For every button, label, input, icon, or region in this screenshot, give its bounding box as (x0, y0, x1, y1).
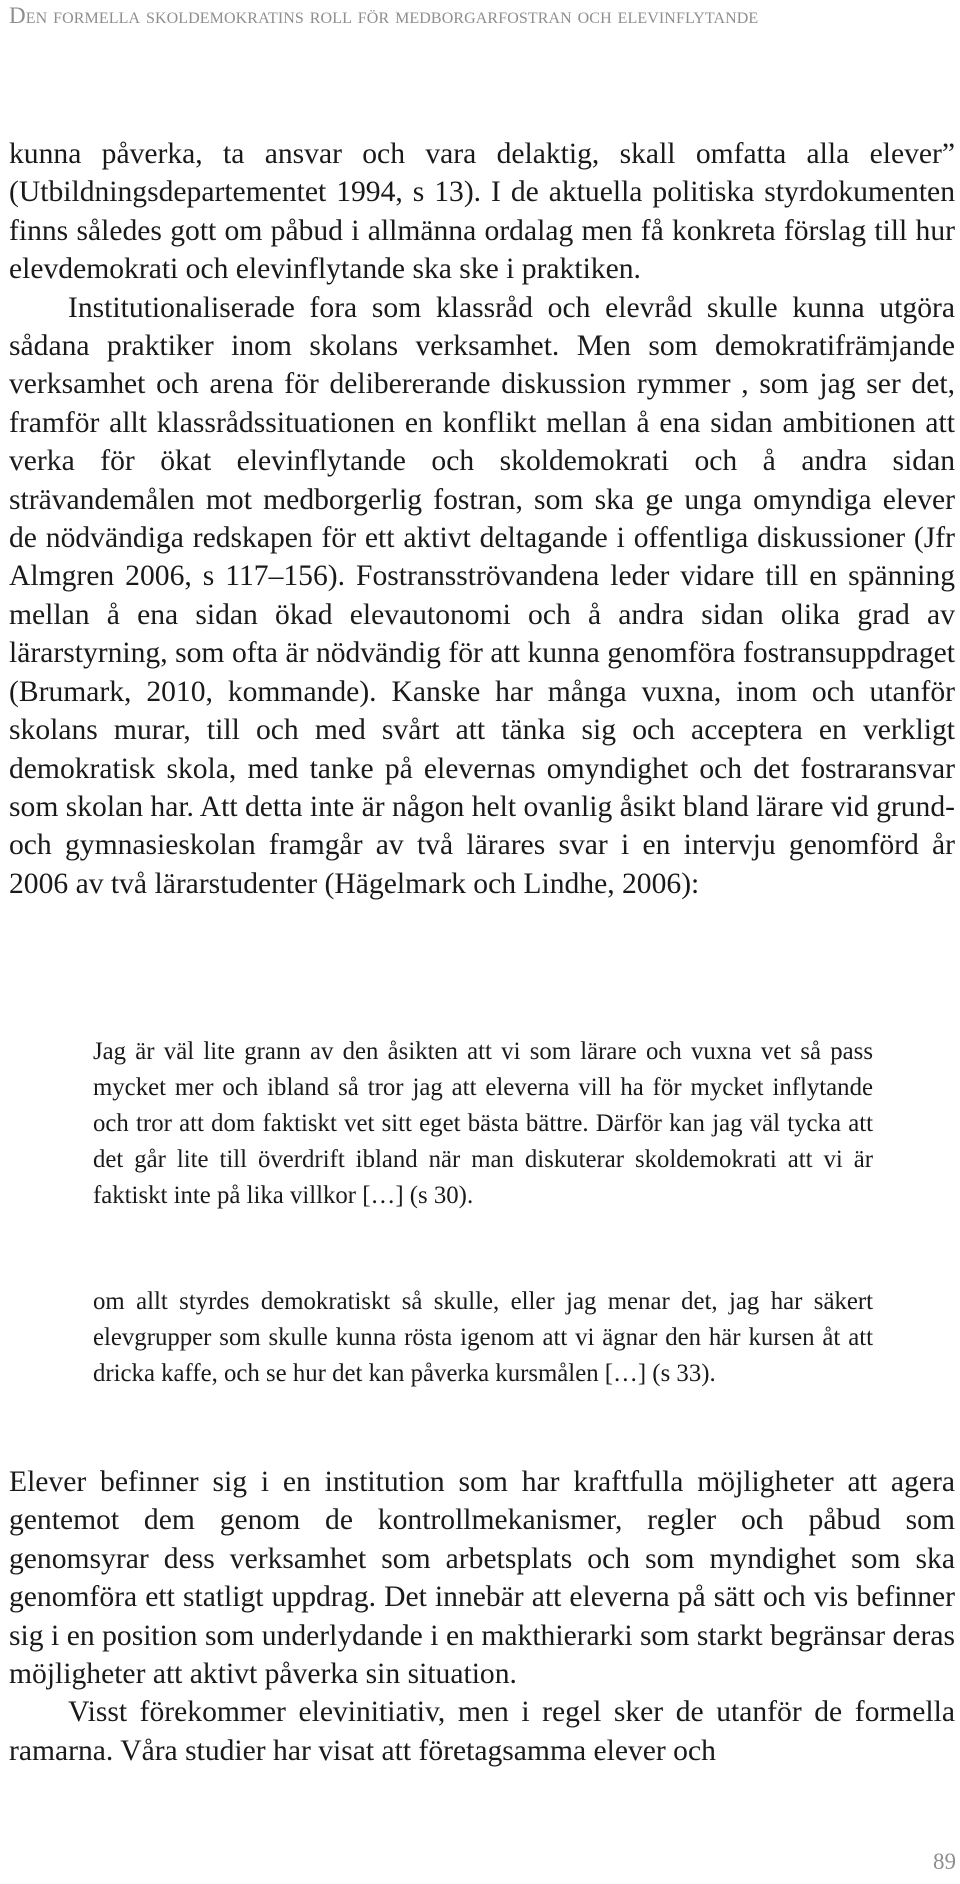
paragraph-visst-forekommer: Visst förekommer elevinitiativ, men i regel sker de utanför de formella ramarna. Våra studier har visat att företagsamma elever och (9, 1696, 955, 1767)
paragraph-elever-befinner: Elever befinner sig i en institution som har kraftfulla möjligheter att agera gentemot dem genom de kontrollmekanismer, regler och påbud som genomsyrar dess verksamhet som arbetsplats och som myndighet som ska genomföra ett statligt uppdrag. Det innebär att eleverna på sätt och vis befinner sig i en position som underlydande i en makthierarki som starkt begränsar deras möjligheter att aktivt påverka sin situation. (9, 1466, 955, 1691)
block-quote-2: om allt styrdes demokratiskt så skulle, eller jag menar det, jag har säkert elevgrupper som skulle kunna rösta igenom att vi ägnar den här kursen åt att dricka kaffe, och se hur det kan påverka kursmålen […] (s 33). (93, 1288, 873, 1387)
body-text-bottom (9, 1463, 955, 1770)
block-quote-1: Jag är väl lite grann av den åsikten att vi som lärare och vuxna vet så pass mycket mer och ibland så tror jag att eleverna vill ha för mycket inflytande och tror att dom faktiskt vet sitt eget bästa bättre. Därför kan jag väl tycka att det går lite till överdrift ibland när man diskuterar skoldemokrati att vi är faktiskt inte på lika villkor […] (s 30). (93, 1038, 873, 1209)
body-text-top (9, 135, 955, 903)
page-number: 89 (933, 1849, 956, 1874)
paragraph-continued: kunna påverka, ta ansvar och vara delaktig, skall omfatta alla elever” (Utbildningsdepartementet 1994, s 13). I de aktuella politiska styrdokumenten finns således gott om påbud i allmänna ordalag men få konkreta förslag till hur elevdemokrati och elevinflytande ska ske i praktiken. (9, 138, 955, 286)
running-head: Den formella skoldemokratins roll för medborgarfostran och elevinflytande (9, 3, 759, 28)
paragraph-institutionaliserade: Institutionaliserade fora som klassråd och elevråd skulle kunna utgöra sådana praktiker inom skolans verksamhet. Men som demokratifrämjande verksamhet och arena för delibererande diskussion rymmer , som jag ser det, framför allt klassrådssituationen en konflikt mellan å ena sidan ambitionen att verka för ökat elevinflytande och skoldemokrati och å andra sidan strävandemålen mot medborgerlig fostran, som ska ge unga omyndiga elever de nödvändiga redskapen för ett aktivt deltagande i offentliga diskussioner (Jfr Almgren 2006, s 117–156). Fostransströvandena leder vidare till en spänning mellan å ena sidan ökad elevautonomi och å andra sidan olika grad av lärarstyrning, som ofta är nödvändig för att kunna genomföra fostransuppdraget (Brumark, 2010, kommande). Kanske har många vuxna, inom och utanför skolans murar, till och med svårt att tänka sig och acceptera en verkligt demokratisk skola, med tanke på elevernas omyndighet och det fostraransvar som skolan har. Att detta inte är någon helt ovanlig åsikt bland lärare vid grund- och gymnasieskolan framgår av två lärares svar i en intervju genomförd år 2006 av två lärarstudenter (Hägelmark och Lindhe, 2006): (9, 291, 955, 900)
